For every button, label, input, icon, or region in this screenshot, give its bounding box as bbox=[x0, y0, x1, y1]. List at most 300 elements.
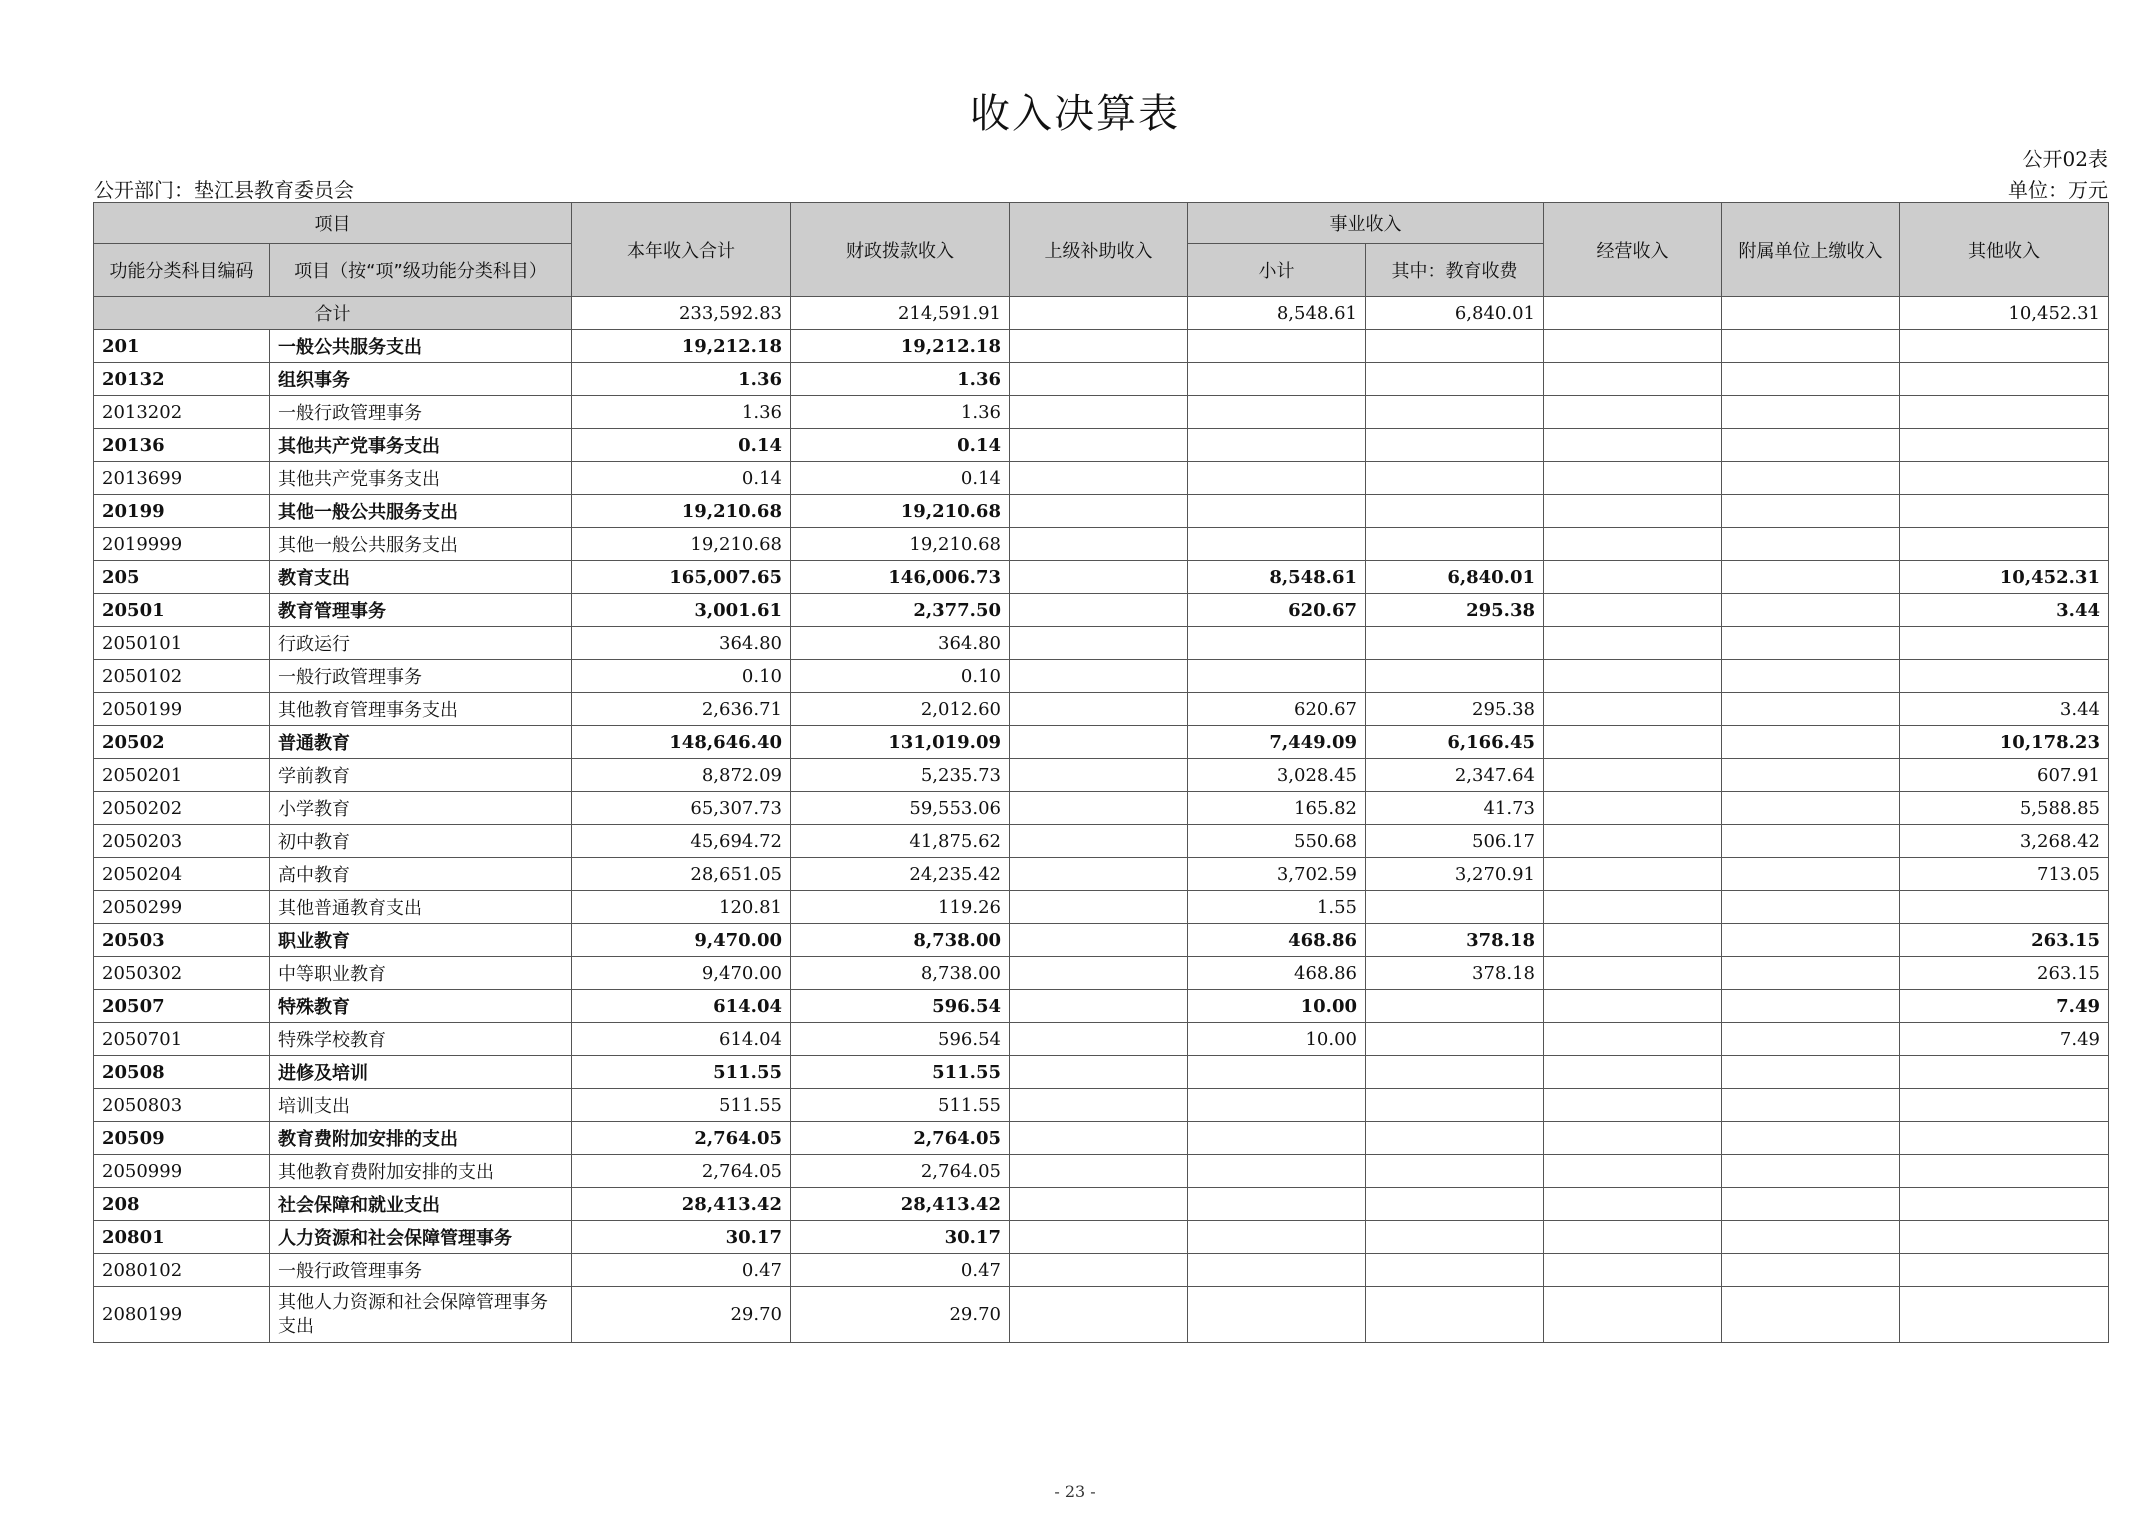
table-row bbox=[94, 1023, 2109, 1056]
operating-cell bbox=[1544, 561, 1722, 594]
edu-fee-cell bbox=[1366, 330, 1544, 363]
subsidy-cell bbox=[1010, 297, 1188, 330]
operating-cell bbox=[1544, 858, 1722, 891]
table-row bbox=[94, 990, 2109, 1023]
affiliate-cell bbox=[1722, 858, 1900, 891]
name-cell: 其他一般公共服务支出 bbox=[270, 528, 572, 561]
fiscal-cell: 2,764.05 bbox=[791, 1122, 1010, 1155]
subtotal-cell bbox=[1188, 528, 1366, 561]
subsidy-cell bbox=[1010, 1287, 1188, 1343]
other-cell bbox=[1900, 1056, 2109, 1089]
code-cell: 2080102 bbox=[94, 1254, 270, 1287]
table-row bbox=[94, 792, 2109, 825]
table-row bbox=[94, 825, 2109, 858]
fiscal-cell: 24,235.42 bbox=[791, 858, 1010, 891]
code-cell: 20509 bbox=[94, 1122, 270, 1155]
operating-cell bbox=[1544, 1023, 1722, 1056]
table-row bbox=[94, 957, 2109, 990]
name-cell: 组织事务 bbox=[270, 363, 572, 396]
subtotal-cell bbox=[1188, 462, 1366, 495]
name-cell: 一般行政管理事务 bbox=[270, 660, 572, 693]
code-cell: 20132 bbox=[94, 363, 270, 396]
other-cell: 10,452.31 bbox=[1900, 561, 2109, 594]
subsidy-cell bbox=[1010, 1089, 1188, 1122]
subtotal-cell bbox=[1188, 1155, 1366, 1188]
total-cell: 30.17 bbox=[572, 1221, 791, 1254]
other-cell: 5,588.85 bbox=[1900, 792, 2109, 825]
header-other: 其他收入 bbox=[1900, 203, 2109, 297]
fiscal-cell: 1.36 bbox=[791, 396, 1010, 429]
subtotal-cell: 10.00 bbox=[1188, 1023, 1366, 1056]
code-cell: 201 bbox=[94, 330, 270, 363]
fiscal-cell: 19,210.68 bbox=[791, 528, 1010, 561]
name-cell: 特殊教育 bbox=[270, 990, 572, 1023]
code-cell: 2050299 bbox=[94, 891, 270, 924]
code-cell: 2050203 bbox=[94, 825, 270, 858]
subtotal-cell bbox=[1188, 363, 1366, 396]
other-cell bbox=[1900, 330, 2109, 363]
edu-fee-cell: 6,166.45 bbox=[1366, 726, 1544, 759]
edu-fee-cell: 295.38 bbox=[1366, 594, 1544, 627]
code-cell: 2050999 bbox=[94, 1155, 270, 1188]
other-cell bbox=[1900, 363, 2109, 396]
operating-cell bbox=[1544, 528, 1722, 561]
name-cell: 行政运行 bbox=[270, 627, 572, 660]
subsidy-cell bbox=[1010, 1221, 1188, 1254]
other-cell bbox=[1900, 1254, 2109, 1287]
header-business-subtotal: 小计 bbox=[1188, 244, 1366, 297]
subtotal-cell bbox=[1188, 1056, 1366, 1089]
subsidy-cell bbox=[1010, 627, 1188, 660]
operating-cell bbox=[1544, 891, 1722, 924]
other-cell bbox=[1900, 1122, 2109, 1155]
other-cell bbox=[1900, 1089, 2109, 1122]
report-title: 收入决算表 bbox=[970, 91, 1180, 137]
operating-cell bbox=[1544, 726, 1722, 759]
code-cell: 20508 bbox=[94, 1056, 270, 1089]
affiliate-cell bbox=[1722, 297, 1900, 330]
operating-cell bbox=[1544, 693, 1722, 726]
subsidy-cell bbox=[1010, 825, 1188, 858]
name-cell: 其他人力资源和社会保障管理事务支出 bbox=[270, 1287, 572, 1343]
table-row bbox=[94, 462, 2109, 495]
subtotal-cell bbox=[1188, 1254, 1366, 1287]
table-row bbox=[94, 759, 2109, 792]
subsidy-cell bbox=[1010, 1188, 1188, 1221]
fiscal-cell: 2,012.60 bbox=[791, 693, 1010, 726]
subtotal-cell: 8,548.61 bbox=[1188, 561, 1366, 594]
operating-cell bbox=[1544, 297, 1722, 330]
fiscal-cell: 146,006.73 bbox=[791, 561, 1010, 594]
affiliate-cell bbox=[1722, 792, 1900, 825]
name-cell: 其他一般公共服务支出 bbox=[270, 495, 572, 528]
fiscal-cell: 2,764.05 bbox=[791, 1155, 1010, 1188]
total-cell: 29.70 bbox=[572, 1287, 791, 1343]
code-cell: 20502 bbox=[94, 726, 270, 759]
table-row bbox=[94, 858, 2109, 891]
table-row bbox=[94, 429, 2109, 462]
operating-cell bbox=[1544, 990, 1722, 1023]
code-cell: 205 bbox=[94, 561, 270, 594]
table-row bbox=[94, 330, 2109, 363]
operating-cell bbox=[1544, 792, 1722, 825]
subtotal-cell bbox=[1188, 1122, 1366, 1155]
operating-cell bbox=[1544, 1287, 1722, 1343]
other-cell: 3,268.42 bbox=[1900, 825, 2109, 858]
name-cell: 初中教育 bbox=[270, 825, 572, 858]
edu-fee-cell bbox=[1366, 1023, 1544, 1056]
name-cell: 职业教育 bbox=[270, 924, 572, 957]
other-cell bbox=[1900, 660, 2109, 693]
operating-cell bbox=[1544, 1155, 1722, 1188]
affiliate-cell bbox=[1722, 1089, 1900, 1122]
subtotal-cell bbox=[1188, 1287, 1366, 1343]
subsidy-cell bbox=[1010, 561, 1188, 594]
edu-fee-cell: 378.18 bbox=[1366, 957, 1544, 990]
other-cell bbox=[1900, 495, 2109, 528]
total-cell: 19,210.68 bbox=[572, 528, 791, 561]
subtotal-cell: 10.00 bbox=[1188, 990, 1366, 1023]
affiliate-cell bbox=[1722, 726, 1900, 759]
operating-cell bbox=[1544, 924, 1722, 957]
other-cell: 3.44 bbox=[1900, 693, 2109, 726]
affiliate-cell bbox=[1722, 429, 1900, 462]
edu-fee-cell bbox=[1366, 528, 1544, 561]
subsidy-cell bbox=[1010, 1056, 1188, 1089]
total-cell: 8,872.09 bbox=[572, 759, 791, 792]
affiliate-cell bbox=[1722, 1254, 1900, 1287]
code-cell: 20503 bbox=[94, 924, 270, 957]
subtotal-cell: 7,449.09 bbox=[1188, 726, 1366, 759]
code-cell: 2050201 bbox=[94, 759, 270, 792]
total-cell: 148,646.40 bbox=[572, 726, 791, 759]
fiscal-cell: 596.54 bbox=[791, 990, 1010, 1023]
header-subsidy: 上级补助收入 bbox=[1010, 203, 1188, 297]
name-cell: 特殊学校教育 bbox=[270, 1023, 572, 1056]
table-row bbox=[94, 1188, 2109, 1221]
operating-cell bbox=[1544, 429, 1722, 462]
name-cell: 普通教育 bbox=[270, 726, 572, 759]
fiscal-cell: 511.55 bbox=[791, 1056, 1010, 1089]
other-cell bbox=[1900, 1155, 2109, 1188]
code-cell: 2019999 bbox=[94, 528, 270, 561]
code-cell: 208 bbox=[94, 1188, 270, 1221]
header-total: 本年收入合计 bbox=[572, 203, 791, 297]
affiliate-cell bbox=[1722, 1188, 1900, 1221]
other-cell bbox=[1900, 627, 2109, 660]
total-cell: 0.47 bbox=[572, 1254, 791, 1287]
affiliate-cell bbox=[1722, 1122, 1900, 1155]
other-cell bbox=[1900, 462, 2109, 495]
other-cell bbox=[1900, 1221, 2109, 1254]
name-cell: 人力资源和社会保障管理事务 bbox=[270, 1221, 572, 1254]
code-cell: 20501 bbox=[94, 594, 270, 627]
subsidy-cell bbox=[1010, 1023, 1188, 1056]
other-cell bbox=[1900, 1188, 2109, 1221]
code-cell: 2080199 bbox=[94, 1287, 270, 1343]
total-cell: 511.55 bbox=[572, 1056, 791, 1089]
subtotal-cell bbox=[1188, 660, 1366, 693]
department-label: 公开部门：垫江县教育委员会 bbox=[94, 178, 354, 202]
subsidy-cell bbox=[1010, 594, 1188, 627]
fiscal-cell: 5,235.73 bbox=[791, 759, 1010, 792]
edu-fee-cell bbox=[1366, 990, 1544, 1023]
table-row bbox=[94, 1287, 2109, 1343]
subsidy-cell bbox=[1010, 528, 1188, 561]
subsidy-cell bbox=[1010, 1254, 1188, 1287]
name-cell: 一般行政管理事务 bbox=[270, 1254, 572, 1287]
operating-cell bbox=[1544, 1089, 1722, 1122]
subsidy-cell bbox=[1010, 957, 1188, 990]
operating-cell bbox=[1544, 1221, 1722, 1254]
code-cell: 2050102 bbox=[94, 660, 270, 693]
edu-fee-cell bbox=[1366, 363, 1544, 396]
fiscal-cell: 41,875.62 bbox=[791, 825, 1010, 858]
header-business-edu-fee: 其中：教育收费 bbox=[1366, 244, 1544, 297]
operating-cell bbox=[1544, 462, 1722, 495]
subsidy-cell bbox=[1010, 462, 1188, 495]
total-cell: 0.14 bbox=[572, 462, 791, 495]
other-cell: 713.05 bbox=[1900, 858, 2109, 891]
code-cell: 2013202 bbox=[94, 396, 270, 429]
total-label: 合计 bbox=[94, 297, 572, 330]
code-cell: 2050101 bbox=[94, 627, 270, 660]
total-cell: 233,592.83 bbox=[572, 297, 791, 330]
code-cell: 20507 bbox=[94, 990, 270, 1023]
affiliate-cell bbox=[1722, 660, 1900, 693]
affiliate-cell bbox=[1722, 594, 1900, 627]
name-cell: 其他教育费附加安排的支出 bbox=[270, 1155, 572, 1188]
total-cell: 364.80 bbox=[572, 627, 791, 660]
name-cell: 其他普通教育支出 bbox=[270, 891, 572, 924]
other-cell bbox=[1900, 396, 2109, 429]
fiscal-cell: 0.14 bbox=[791, 429, 1010, 462]
other-cell: 7.49 bbox=[1900, 990, 2109, 1023]
subtotal-cell bbox=[1188, 1188, 1366, 1221]
other-cell: 263.15 bbox=[1900, 924, 2109, 957]
total-cell: 0.14 bbox=[572, 429, 791, 462]
affiliate-cell bbox=[1722, 462, 1900, 495]
fiscal-cell: 511.55 bbox=[791, 1089, 1010, 1122]
operating-cell bbox=[1544, 330, 1722, 363]
table-row bbox=[94, 1155, 2109, 1188]
income-table bbox=[93, 202, 2109, 1343]
total-cell: 511.55 bbox=[572, 1089, 791, 1122]
subsidy-cell bbox=[1010, 1155, 1188, 1188]
fiscal-cell: 59,553.06 bbox=[791, 792, 1010, 825]
fiscal-cell: 1.36 bbox=[791, 363, 1010, 396]
fiscal-cell: 19,212.18 bbox=[791, 330, 1010, 363]
table-row bbox=[94, 924, 2109, 957]
name-cell: 学前教育 bbox=[270, 759, 572, 792]
page-number: - 23 - bbox=[1054, 1482, 1096, 1501]
header-func-code: 功能分类科目编码 bbox=[94, 244, 270, 297]
affiliate-cell bbox=[1722, 957, 1900, 990]
header-func-name: 项目（按“项”级功能分类科目） bbox=[270, 244, 572, 297]
subtotal-cell: 620.67 bbox=[1188, 594, 1366, 627]
edu-fee-cell: 295.38 bbox=[1366, 693, 1544, 726]
code-cell: 2050701 bbox=[94, 1023, 270, 1056]
affiliate-cell bbox=[1722, 1221, 1900, 1254]
operating-cell bbox=[1544, 957, 1722, 990]
header-operating: 经营收入 bbox=[1544, 203, 1722, 297]
name-cell: 教育费附加安排的支出 bbox=[270, 1122, 572, 1155]
affiliate-cell bbox=[1722, 1287, 1900, 1343]
other-cell: 3.44 bbox=[1900, 594, 2109, 627]
subtotal-cell: 468.86 bbox=[1188, 924, 1366, 957]
table-row bbox=[94, 891, 2109, 924]
affiliate-cell bbox=[1722, 561, 1900, 594]
fiscal-cell: 29.70 bbox=[791, 1287, 1010, 1343]
affiliate-cell bbox=[1722, 1056, 1900, 1089]
fiscal-cell: 8,738.00 bbox=[791, 924, 1010, 957]
subsidy-cell bbox=[1010, 495, 1188, 528]
subtotal-cell bbox=[1188, 1221, 1366, 1254]
table-row bbox=[94, 1254, 2109, 1287]
operating-cell bbox=[1544, 495, 1722, 528]
edu-fee-cell bbox=[1366, 1254, 1544, 1287]
edu-fee-cell bbox=[1366, 1056, 1544, 1089]
total-cell: 19,210.68 bbox=[572, 495, 791, 528]
edu-fee-cell bbox=[1366, 396, 1544, 429]
operating-cell bbox=[1544, 1188, 1722, 1221]
subtotal-cell bbox=[1188, 396, 1366, 429]
fiscal-cell: 30.17 bbox=[791, 1221, 1010, 1254]
subtotal-cell: 1.55 bbox=[1188, 891, 1366, 924]
total-cell: 165,007.65 bbox=[572, 561, 791, 594]
operating-cell bbox=[1544, 396, 1722, 429]
total-cell: 9,470.00 bbox=[572, 957, 791, 990]
edu-fee-cell: 3,270.91 bbox=[1366, 858, 1544, 891]
subtotal-cell: 3,702.59 bbox=[1188, 858, 1366, 891]
table-row bbox=[94, 1089, 2109, 1122]
name-cell: 培训支出 bbox=[270, 1089, 572, 1122]
affiliate-cell bbox=[1722, 627, 1900, 660]
affiliate-cell bbox=[1722, 693, 1900, 726]
operating-cell bbox=[1544, 594, 1722, 627]
total-cell: 3,001.61 bbox=[572, 594, 791, 627]
table-row bbox=[94, 726, 2109, 759]
name-cell: 小学教育 bbox=[270, 792, 572, 825]
subtotal-cell bbox=[1188, 429, 1366, 462]
subsidy-cell bbox=[1010, 363, 1188, 396]
total-cell: 28,413.42 bbox=[572, 1188, 791, 1221]
edu-fee-cell bbox=[1366, 627, 1544, 660]
operating-cell bbox=[1544, 1122, 1722, 1155]
fiscal-cell: 0.14 bbox=[791, 462, 1010, 495]
subsidy-cell bbox=[1010, 858, 1188, 891]
affiliate-cell bbox=[1722, 1023, 1900, 1056]
header-project: 项目 bbox=[94, 203, 572, 244]
subsidy-cell bbox=[1010, 924, 1188, 957]
table-row bbox=[94, 561, 2109, 594]
other-cell: 263.15 bbox=[1900, 957, 2109, 990]
subtotal-cell bbox=[1188, 627, 1366, 660]
affiliate-cell bbox=[1722, 924, 1900, 957]
subtotal-cell: 550.68 bbox=[1188, 825, 1366, 858]
edu-fee-cell bbox=[1366, 1122, 1544, 1155]
total-cell: 19,212.18 bbox=[572, 330, 791, 363]
total-cell: 2,636.71 bbox=[572, 693, 791, 726]
total-cell: 2,764.05 bbox=[572, 1122, 791, 1155]
fiscal-cell: 214,591.91 bbox=[791, 297, 1010, 330]
other-cell: 607.91 bbox=[1900, 759, 2109, 792]
unit-label: 单位：万元 bbox=[2008, 178, 2108, 202]
name-cell: 一般公共服务支出 bbox=[270, 330, 572, 363]
subtotal-cell: 3,028.45 bbox=[1188, 759, 1366, 792]
subtotal-cell bbox=[1188, 1089, 1366, 1122]
subsidy-cell bbox=[1010, 396, 1188, 429]
fiscal-cell: 596.54 bbox=[791, 1023, 1010, 1056]
fiscal-cell: 19,210.68 bbox=[791, 495, 1010, 528]
affiliate-cell bbox=[1722, 396, 1900, 429]
total-cell: 1.36 bbox=[572, 396, 791, 429]
affiliate-cell bbox=[1722, 363, 1900, 396]
subtotal-cell: 620.67 bbox=[1188, 693, 1366, 726]
operating-cell bbox=[1544, 759, 1722, 792]
total-cell: 65,307.73 bbox=[572, 792, 791, 825]
table-row bbox=[94, 363, 2109, 396]
subsidy-cell bbox=[1010, 429, 1188, 462]
total-cell: 45,694.72 bbox=[572, 825, 791, 858]
subsidy-cell bbox=[1010, 726, 1188, 759]
total-cell: 120.81 bbox=[572, 891, 791, 924]
edu-fee-cell bbox=[1366, 1287, 1544, 1343]
total-cell: 28,651.05 bbox=[572, 858, 791, 891]
edu-fee-cell bbox=[1366, 891, 1544, 924]
edu-fee-cell bbox=[1366, 1089, 1544, 1122]
total-cell: 614.04 bbox=[572, 990, 791, 1023]
subtotal-cell bbox=[1188, 495, 1366, 528]
table-row bbox=[94, 396, 2109, 429]
code-cell: 20136 bbox=[94, 429, 270, 462]
edu-fee-cell: 41.73 bbox=[1366, 792, 1544, 825]
fiscal-cell: 131,019.09 bbox=[791, 726, 1010, 759]
table-row bbox=[94, 693, 2109, 726]
fiscal-cell: 0.10 bbox=[791, 660, 1010, 693]
fiscal-cell: 0.47 bbox=[791, 1254, 1010, 1287]
name-cell: 一般行政管理事务 bbox=[270, 396, 572, 429]
other-cell: 10,452.31 bbox=[1900, 297, 2109, 330]
edu-fee-cell: 6,840.01 bbox=[1366, 297, 1544, 330]
subsidy-cell bbox=[1010, 1122, 1188, 1155]
operating-cell bbox=[1544, 1056, 1722, 1089]
code-cell: 2050803 bbox=[94, 1089, 270, 1122]
subtotal-cell: 8,548.61 bbox=[1188, 297, 1366, 330]
code-cell: 2050302 bbox=[94, 957, 270, 990]
table-row bbox=[94, 594, 2109, 627]
total-cell: 2,764.05 bbox=[572, 1155, 791, 1188]
fiscal-cell: 2,377.50 bbox=[791, 594, 1010, 627]
affiliate-cell bbox=[1722, 990, 1900, 1023]
code-cell: 2013699 bbox=[94, 462, 270, 495]
edu-fee-cell bbox=[1366, 660, 1544, 693]
edu-fee-cell bbox=[1366, 1221, 1544, 1254]
operating-cell bbox=[1544, 660, 1722, 693]
name-cell: 进修及培训 bbox=[270, 1056, 572, 1089]
subsidy-cell bbox=[1010, 990, 1188, 1023]
subsidy-cell bbox=[1010, 330, 1188, 363]
affiliate-cell bbox=[1722, 891, 1900, 924]
edu-fee-cell bbox=[1366, 1188, 1544, 1221]
name-cell: 教育管理事务 bbox=[270, 594, 572, 627]
total-cell: 9,470.00 bbox=[572, 924, 791, 957]
fiscal-cell: 8,738.00 bbox=[791, 957, 1010, 990]
subtotal-cell: 468.86 bbox=[1188, 957, 1366, 990]
header-fiscal: 财政拨款收入 bbox=[791, 203, 1010, 297]
total-cell: 0.10 bbox=[572, 660, 791, 693]
fiscal-cell: 28,413.42 bbox=[791, 1188, 1010, 1221]
